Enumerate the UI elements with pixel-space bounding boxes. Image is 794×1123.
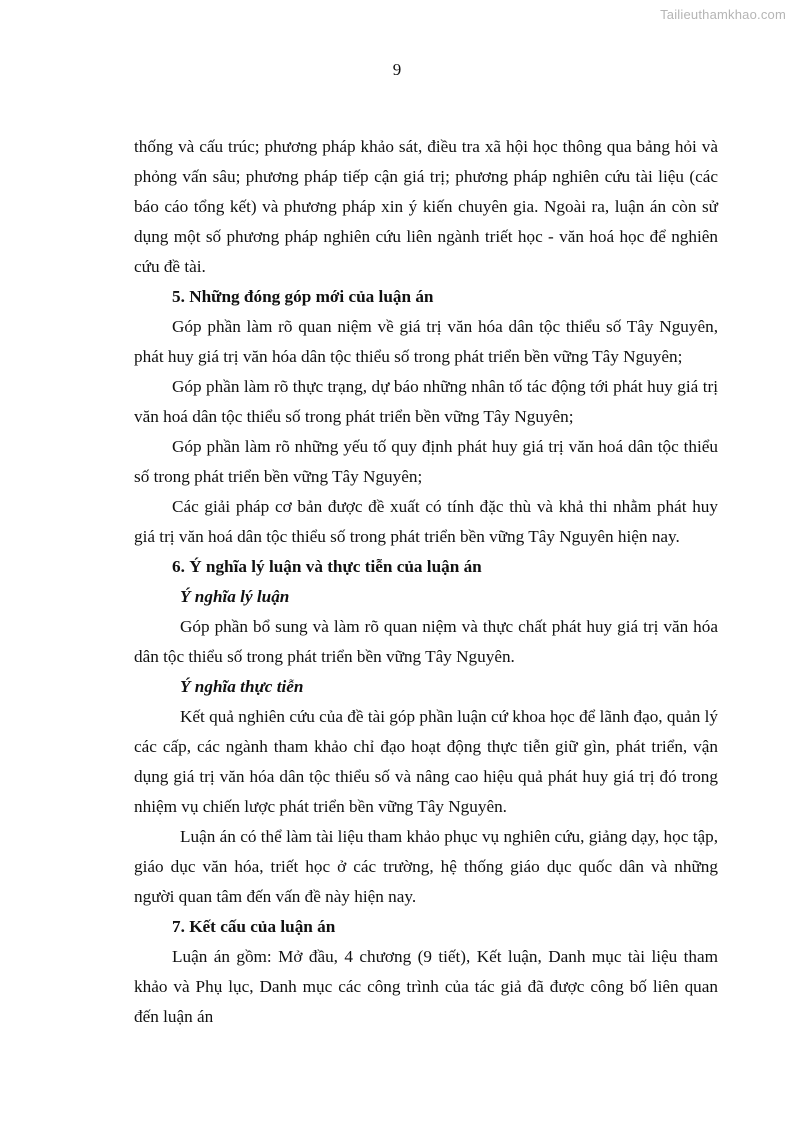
paragraph-contribution-2: Góp phần làm rõ thực trạng, dự báo những nhân tố tác động tới phát huy giá trị văn hoá dân tộc thiểu số trong phát triển bền vững Tây Nguyên; [134,377,718,426]
subheading-practical: Ý nghĩa thực tiễn [180,677,304,696]
page-number: 9 [392,60,402,79]
paragraph-methods: thống và cấu trúc; phương pháp khảo sát, điều tra xã hội học thông qua bảng hỏi và phỏng vấn sâu; phương pháp tiếp cận giá trị; phương pháp nghiên cứu tài liệu (các báo cáo tổng kết) và phương pháp xin ý kiến chuyên gia. Ngoài ra, luận án còn sử dụng một số phương pháp nghiên cứu liên ngành triết học - văn hoá học để nghiên cứu đề tài. [134,137,718,276]
paragraph-contribution-3: Góp phần làm rõ những yếu tố quy định phát huy giá trị văn hoá dân tộc thiểu số trong phát triển bền vững Tây Nguyên; [134,437,718,486]
paragraph-structure: Luận án gồm: Mở đầu, 4 chương (9 tiết), Kết luận, Danh mục tài liệu tham khảo và Phụ lục, Danh mục các công trình của tác giả đã được công bố liên quan đến luận án [134,947,718,1026]
document-body [134,132,718,1032]
paragraph-reference-use: Luận án có thể làm tài liệu tham khảo phục vụ nghiên cứu, giảng dạy, học tập, giáo dục văn hóa, triết học ở các trường, hệ thống giáo dục quốc dân và những người quan tâm đến vấn đề này hiện nay. [134,827,718,906]
watermark-text: Tailieuthamkhao.com [660,7,786,22]
paragraph-contribution-4: Các giải pháp cơ bản được đề xuất có tính đặc thù và khả thi nhằm phát huy giá trị văn hoá dân tộc thiểu số trong phát triển bền vững Tây Nguyên hiện nay. [134,497,718,546]
paragraph-theoretical: Góp phần bổ sung và làm rõ quan niệm và thực chất phát huy giá trị văn hóa dân tộc thiểu số trong phát triển bền vững Tây Nguyên. [134,617,718,666]
paragraph-practical: Kết quả nghiên cứu của đề tài góp phần luận cứ khoa học để lãnh đạo, quản lý các cấp, các ngành tham khảo chỉ đạo hoạt động thực tiễn giữ gìn, phát triển, vận dụng giá trị văn hóa dân tộc thiểu số và nâng cao hiệu quả phát huy giá trị đó trong nhiệm vụ chiến lược phát triển bền vững Tây Nguyên. [134,707,718,816]
section-heading-5: 5. Những đóng góp mới của luận án [172,287,434,306]
section-heading-6: 6. Ý nghĩa lý luận và thực tiễn của luận án [172,557,482,576]
section-heading-7: 7. Kết cấu của luận án [172,917,336,936]
subheading-theoretical: Ý nghĩa lý luận [180,587,290,606]
paragraph-contribution-1: Góp phần làm rõ quan niệm về giá trị văn hóa dân tộc thiểu số Tây Nguyên, phát huy giá trị văn hóa dân tộc thiểu số trong phát triển bền vững Tây Nguyên; [134,317,718,366]
